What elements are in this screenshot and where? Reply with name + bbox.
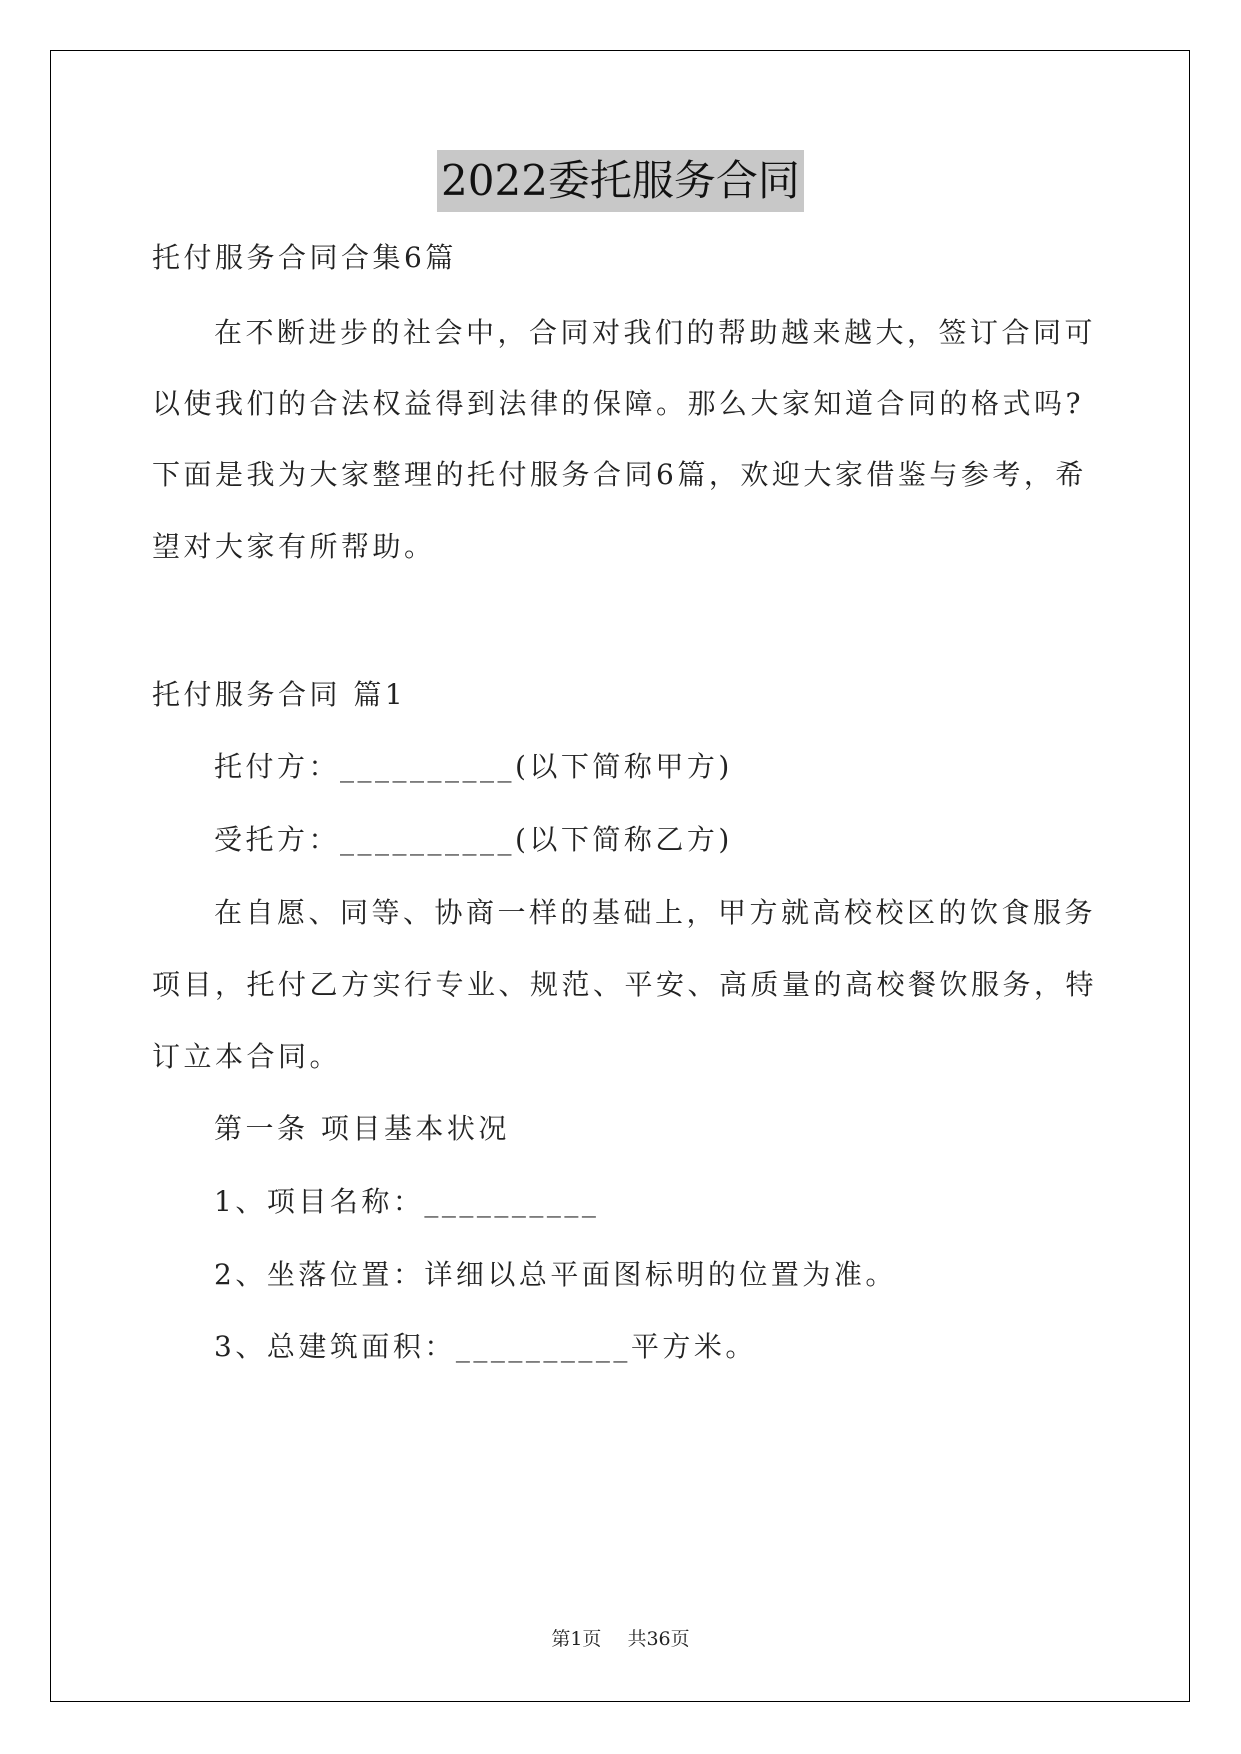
page-border xyxy=(50,50,1190,1702)
list-item: 3、总建筑面积：__________平方米。 xyxy=(214,1330,757,1363)
party-a-line: 托付方：__________(以下简称甲方) xyxy=(214,750,733,783)
list-item: 1、项目名称：__________ xyxy=(214,1185,600,1218)
article-1-heading: 第一条 项目基本状况 xyxy=(214,1112,510,1145)
intro-line-4: 望对大家有所帮助。 xyxy=(152,530,436,563)
document-subtitle: 托付服务合同合集6篇 xyxy=(152,241,457,274)
preamble-line-1: 在自愿、同等、协商一样的基础上，甲方就高校校区的饮食服务 xyxy=(214,896,1097,929)
page-footer xyxy=(0,1627,1241,1651)
preamble-line-2: 项目，托付乙方实行专业、规范、平安、高质量的高校餐饮服务，特 xyxy=(152,968,1098,1001)
intro-line-1: 在不断进步的社会中，合同对我们的帮助越来越大，签订合同可 xyxy=(214,316,1097,349)
page-total: 共36页 xyxy=(627,1628,690,1650)
document-title-wrap xyxy=(0,150,1241,212)
page-number: 第1页 xyxy=(551,1628,602,1650)
intro-line-2: 以使我们的合法权益得到法律的保障。那么大家知道合同的格式吗? xyxy=(152,387,1085,420)
document-title: 2022委托服务合同 xyxy=(437,150,804,212)
section-heading: 托付服务合同 篇1 xyxy=(152,678,407,711)
preamble-line-3: 订立本合同。 xyxy=(152,1040,342,1073)
intro-line-3: 下面是我为大家整理的托付服务合同6篇，欢迎大家借鉴与参考，希 xyxy=(152,458,1087,491)
list-item: 2、坐落位置：详细以总平面图标明的位置为准。 xyxy=(214,1258,897,1291)
party-b-line: 受托方：__________(以下简称乙方) xyxy=(214,823,733,856)
